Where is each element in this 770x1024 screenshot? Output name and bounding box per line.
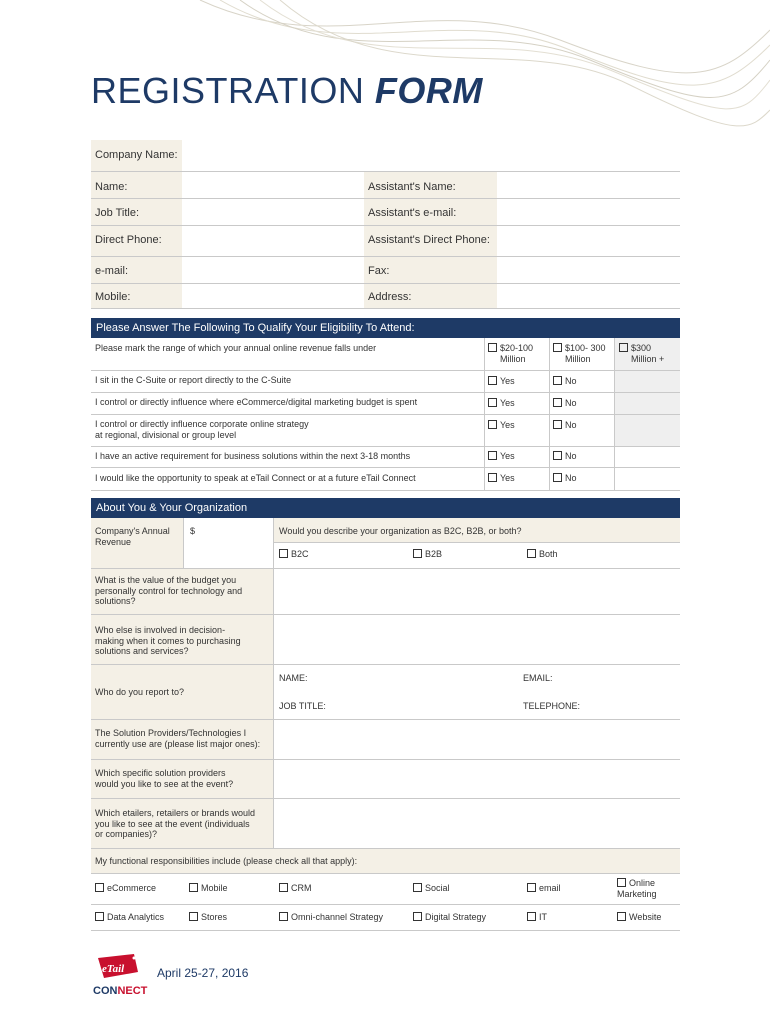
requirement-yes-checkbox[interactable] xyxy=(488,451,515,462)
divider xyxy=(91,490,680,491)
budget-influence-yes-checkbox[interactable] xyxy=(488,398,515,409)
option-label: Million xyxy=(565,353,591,364)
about-header: About You & Your Organization xyxy=(91,498,680,518)
option-label: B2C xyxy=(291,549,309,559)
divider xyxy=(91,664,680,665)
q-speak-label: I would like the opportunity to speak at eTail Connect or at a future eTail Connect xyxy=(95,473,416,483)
divider xyxy=(91,171,680,172)
b2c-checkbox[interactable] xyxy=(279,549,309,560)
direct-phone-label: Direct Phone: xyxy=(95,234,162,246)
direct-phone-field[interactable] xyxy=(185,228,360,254)
option-label: Digital Strategy xyxy=(425,912,487,922)
decision-line1: Who else is involved in decision- xyxy=(95,625,226,635)
digital-strategy-checkbox[interactable] xyxy=(413,912,486,923)
address-label: Address: xyxy=(368,291,412,303)
divider xyxy=(91,308,680,309)
divider xyxy=(91,930,680,931)
option-label: email xyxy=(539,883,561,893)
etail-connect-logo xyxy=(90,952,150,1000)
assistant-email-label: Assistant's e-mail: xyxy=(368,207,457,219)
option-label: Stores xyxy=(201,912,228,922)
strategy-yes-checkbox[interactable] xyxy=(488,420,515,431)
checkbox-icon xyxy=(488,420,497,429)
checkbox-icon xyxy=(189,883,198,892)
company-name-field[interactable] xyxy=(185,143,675,169)
report-job-title-label: JOB TITLE: xyxy=(279,701,326,711)
checkbox-icon xyxy=(413,912,422,921)
option-label: Million xyxy=(500,353,526,364)
specific-line1: Which specific solution providers xyxy=(95,768,226,778)
eligibility-header: Please Answer The Following To Qualify Your Eligibility To Attend: xyxy=(91,318,680,338)
logo-nect: NECT xyxy=(117,985,148,997)
requirement-no-checkbox[interactable] xyxy=(553,451,577,462)
option-label: Yes xyxy=(500,398,515,408)
mobile-field[interactable] xyxy=(185,285,360,306)
annual-revenue-line1: Company's Annual xyxy=(95,526,170,536)
etailers-label xyxy=(95,808,255,840)
fax-label: Fax: xyxy=(368,265,390,277)
assistant-email-field[interactable] xyxy=(500,200,675,222)
option-label: CRM xyxy=(291,883,312,893)
budget-line3: solutions? xyxy=(95,596,136,606)
checkbox-icon xyxy=(279,549,288,558)
option-label: $100- 300 xyxy=(565,343,606,353)
option-label: Marketing xyxy=(617,888,657,899)
etailers-line1: Which etailers, retailers or brands would xyxy=(95,808,256,818)
checkbox-icon xyxy=(553,398,562,407)
option-label: $300 xyxy=(631,343,652,353)
online-marketing-checkbox[interactable] xyxy=(617,878,657,899)
checkbox-icon xyxy=(279,883,288,892)
option-label: $20-100 xyxy=(500,343,534,353)
mobile-checkbox[interactable] xyxy=(189,883,228,894)
name-label: Name: xyxy=(95,181,128,193)
etailers-line2: you like to see at the event (individuals xyxy=(95,818,250,829)
q-requirement-label: I have an active requirement for business solutions within the next 3-18 months xyxy=(95,451,411,461)
decision-line2: making when it comes to purchasing xyxy=(95,635,241,646)
revenue-300-plus-checkbox[interactable] xyxy=(619,343,664,364)
report-to-label: Who do you report to? xyxy=(95,687,185,697)
form-title xyxy=(91,70,483,112)
etailers-line3: or companies)? xyxy=(95,829,158,839)
providers-field[interactable] xyxy=(276,722,676,757)
data-analytics-checkbox[interactable] xyxy=(95,912,164,923)
it-checkbox[interactable] xyxy=(527,912,547,923)
checkbox-icon xyxy=(279,912,288,921)
assistant-direct-phone-field[interactable] xyxy=(500,228,675,254)
divider xyxy=(91,283,680,284)
checkbox-icon xyxy=(617,912,626,921)
option-label: Data Analytics xyxy=(107,912,165,922)
omni-channel-checkbox[interactable] xyxy=(279,912,383,923)
functional-label: My functional responsibilities include (please check all that apply): xyxy=(95,856,358,866)
social-checkbox[interactable] xyxy=(413,883,450,894)
checkbox-icon xyxy=(527,549,536,558)
etailers-field[interactable] xyxy=(276,801,676,846)
option-label: eCommerce xyxy=(107,883,157,893)
checkbox-icon xyxy=(553,376,562,385)
option-label: Website xyxy=(629,912,662,922)
option-label: No xyxy=(565,376,577,386)
decision-line3: solutions and services? xyxy=(95,646,189,656)
revenue-20-100-checkbox[interactable] xyxy=(488,343,533,364)
checkbox-icon xyxy=(488,398,497,407)
website-checkbox[interactable] xyxy=(617,912,661,923)
budget-line2: personally control for technology and xyxy=(95,585,243,596)
assistant-name-label: Assistant's Name: xyxy=(368,181,456,193)
option-label: Online xyxy=(629,878,656,888)
csuite-no-checkbox[interactable] xyxy=(553,376,577,387)
b2b-checkbox[interactable] xyxy=(413,549,442,560)
assistant-direct-phone-label: Assistant's Direct Phone: xyxy=(368,234,490,246)
checkbox-icon xyxy=(553,343,562,352)
option-label: No xyxy=(565,451,577,461)
report-email-label: EMAIL: xyxy=(523,673,553,683)
report-job-title-field[interactable] xyxy=(325,696,515,714)
divider xyxy=(91,759,680,760)
both-checkbox[interactable] xyxy=(527,549,558,560)
job-title-label: Job Title: xyxy=(95,207,140,219)
option-label: Omni-channel Strategy xyxy=(291,912,384,922)
report-email-field[interactable] xyxy=(556,668,676,686)
option-label: No xyxy=(565,473,577,483)
specific-providers-field[interactable] xyxy=(276,762,676,796)
ecommerce-checkbox[interactable] xyxy=(95,883,156,894)
divider xyxy=(91,256,680,257)
annual-revenue-field[interactable] xyxy=(198,520,270,565)
stores-checkbox[interactable] xyxy=(189,912,227,923)
option-label: B2B xyxy=(425,549,443,559)
address-field[interactable] xyxy=(500,285,675,306)
checkbox-icon xyxy=(488,451,497,460)
crm-checkbox[interactable] xyxy=(279,883,312,894)
annual-revenue-label xyxy=(95,526,170,547)
providers-label xyxy=(95,728,260,749)
q-revenue-label: Please mark the range of which your annual online revenue falls under xyxy=(95,343,377,353)
divider xyxy=(183,518,184,568)
divider xyxy=(91,225,680,226)
checkbox-icon xyxy=(189,912,198,921)
email-label: e-mail: xyxy=(95,265,129,277)
checkbox-icon xyxy=(413,883,422,892)
option-label: Million + xyxy=(631,353,665,364)
budget-influence-no-checkbox[interactable] xyxy=(553,398,577,409)
divider xyxy=(91,848,680,849)
q-csuite-label: I sit in the C-Suite or report directly to the C-Suite xyxy=(95,375,292,385)
mobile-label: Mobile: xyxy=(95,291,131,303)
q-strategy-line2: at regional, divisional or group level xyxy=(95,429,237,440)
option-label: No xyxy=(565,398,577,408)
divider xyxy=(91,414,680,415)
option-label: Yes xyxy=(500,451,515,461)
divider xyxy=(91,614,680,615)
divider xyxy=(91,370,680,371)
divider xyxy=(91,568,680,569)
option-label: Yes xyxy=(500,420,515,430)
checkbox-icon xyxy=(488,376,497,385)
checkbox-icon xyxy=(553,420,562,429)
speak-yes-checkbox[interactable] xyxy=(488,473,515,484)
q-budget-influence-label: I control or directly influence where eCommerce/digital marketing budget is spent xyxy=(95,397,418,407)
checkbox-icon xyxy=(527,883,536,892)
job-title-field[interactable] xyxy=(185,200,360,222)
decision-makers-label xyxy=(95,625,241,657)
checkbox-icon xyxy=(527,912,536,921)
divider xyxy=(91,873,680,874)
specific-line2: would you like to see at the event? xyxy=(95,778,234,789)
report-telephone-label: TELEPHONE: xyxy=(523,701,581,711)
email-field[interactable] xyxy=(185,259,360,281)
divider xyxy=(91,446,680,447)
csuite-yes-checkbox[interactable] xyxy=(488,376,515,387)
divider xyxy=(91,904,680,905)
checkbox-icon xyxy=(619,343,628,352)
budget-field[interactable] xyxy=(276,570,676,612)
option-label: Social xyxy=(425,883,450,893)
budget-label xyxy=(95,575,242,607)
option-label: Mobile xyxy=(201,883,228,893)
assistant-name-field[interactable] xyxy=(500,174,675,196)
option-label: Yes xyxy=(500,473,515,483)
option-label: Yes xyxy=(500,376,515,386)
decision-makers-field[interactable] xyxy=(276,617,676,662)
logo-con: CON xyxy=(93,985,118,997)
option-label: Both xyxy=(539,549,558,559)
budget-line1: What is the value of the budget you xyxy=(95,575,237,585)
report-name-label: NAME: xyxy=(279,673,308,683)
checkbox-icon xyxy=(617,878,626,887)
checkbox-icon xyxy=(488,473,497,482)
logo-etail-text: eTail xyxy=(102,963,125,975)
logo-connect-text xyxy=(93,985,148,997)
dollar-sign: $ xyxy=(190,526,196,536)
email-checkbox[interactable] xyxy=(527,883,561,894)
report-telephone-field[interactable] xyxy=(580,696,676,714)
option-label: IT xyxy=(539,912,547,922)
q-strategy-line1: I control or directly influence corporate online strategy xyxy=(95,419,309,429)
strategy-no-checkbox[interactable] xyxy=(553,420,577,431)
title-light: REGISTRATION xyxy=(91,70,365,111)
event-date: April 25-27, 2016 xyxy=(157,966,249,980)
checkbox-icon xyxy=(553,473,562,482)
fax-field[interactable] xyxy=(500,259,675,281)
report-name-field[interactable] xyxy=(315,668,515,686)
divider xyxy=(91,467,680,468)
divider xyxy=(91,719,680,720)
checkbox-icon xyxy=(95,912,104,921)
company-name-label: Company Name: xyxy=(95,149,178,161)
annual-revenue-line2: Revenue xyxy=(95,536,132,547)
divider xyxy=(91,392,680,393)
checkbox-icon xyxy=(413,549,422,558)
name-field[interactable] xyxy=(185,174,360,196)
b2c-question-label: Would you describe your organization as B2C, B2B, or both? xyxy=(279,526,522,536)
providers-line2: currently use are (please list major ones): xyxy=(95,738,261,749)
option-label: No xyxy=(565,420,577,430)
title-bold: FORM xyxy=(374,70,483,111)
providers-line1: The Solution Providers/Technologies I xyxy=(95,728,247,738)
about-label-column xyxy=(91,568,273,848)
divider xyxy=(91,198,680,199)
specific-providers-label xyxy=(95,768,233,789)
checkbox-icon xyxy=(95,883,104,892)
revenue-100-300-checkbox[interactable] xyxy=(553,343,606,364)
q-strategy-label xyxy=(95,419,309,440)
checkbox-icon xyxy=(553,451,562,460)
checkbox-icon xyxy=(488,343,497,352)
speak-no-checkbox[interactable] xyxy=(553,473,577,484)
divider xyxy=(91,798,680,799)
divider xyxy=(273,542,680,543)
